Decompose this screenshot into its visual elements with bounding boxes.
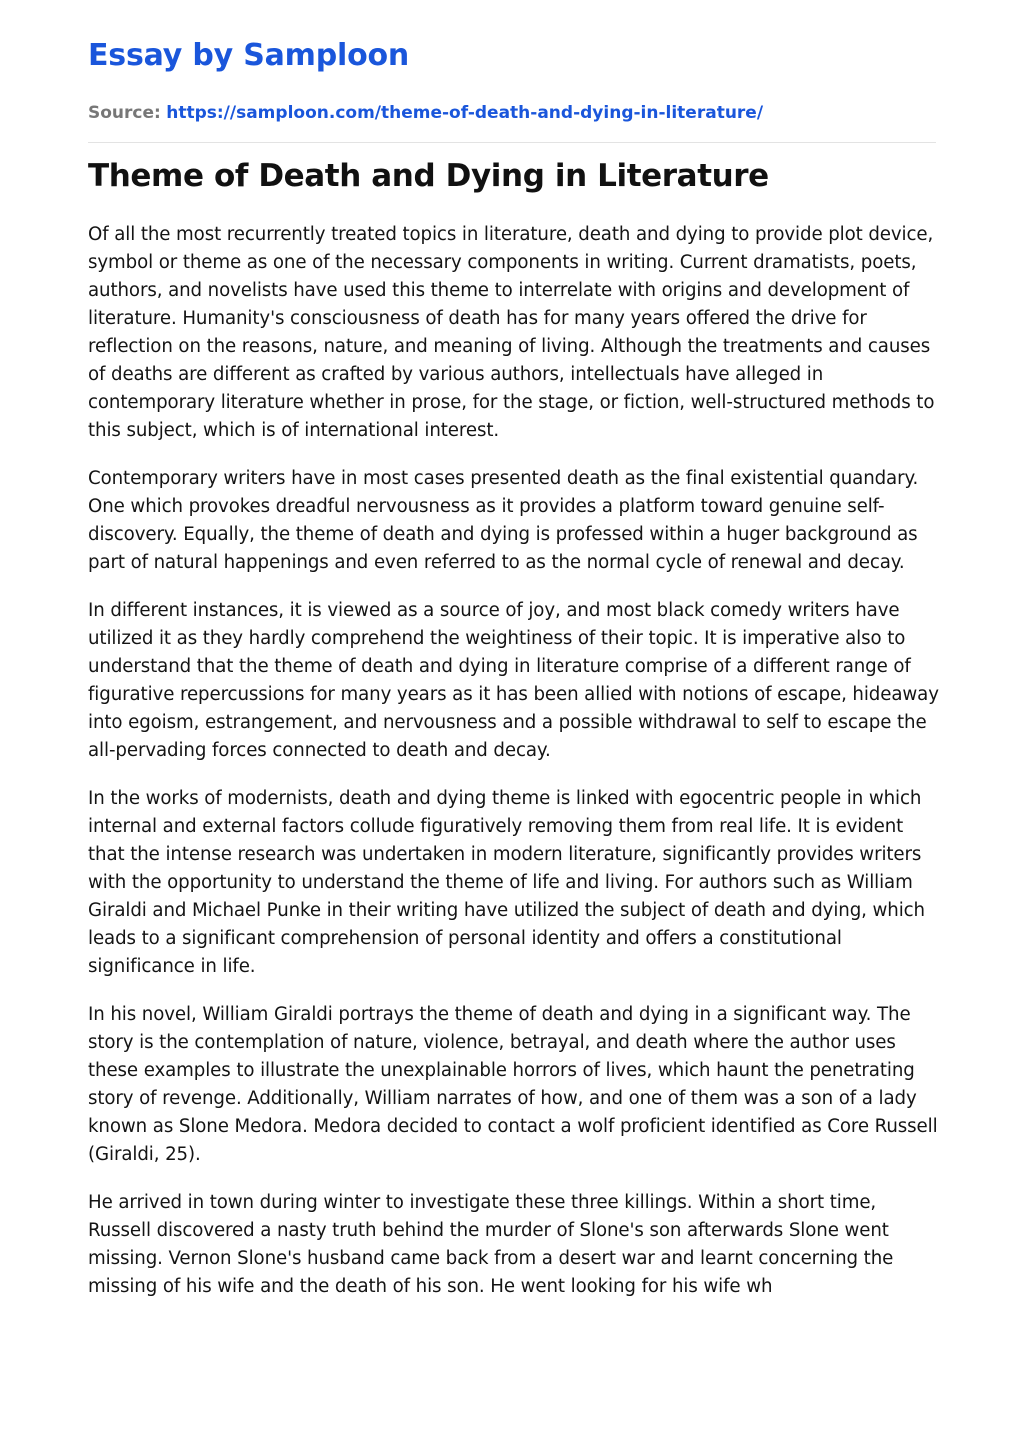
essay-body xyxy=(88,221,940,1321)
source-label: Source: xyxy=(88,103,161,123)
essay-paragraph: He arrived in town during winter to investigate these three killings. Within a short time, Russell discovered a nasty truth behind the murder of Slone's son afterwards Slone went missing. Vernon Slone's husband came back from a desert war and learnt concerning the missing of his wife and the death of his son. He went looking for his wife wh xyxy=(88,1192,894,1297)
essay-paragraph: Contemporary writers have in most cases presented death as the final existential quandary. One which provokes dreadful nervousness as it provides a platform toward genuine self-discovery. Equally, the theme of death and dying is professed within a huger background as part of natural happenings and even referred to as the normal cycle of renewal and decay. xyxy=(88,468,919,573)
essay-paragraph: In the works of modernists, death and dying theme is linked with egocentric people in which internal and external factors collude figuratively removing them from real life. It is evident that the intense research was undertaken in modern literature, significantly provides writers with the opportunity to understand the theme of life and living. For authors such as William Giraldi and Michael Punke in their writing have utilized the subject of death and dying, which leads to a significant comprehension of personal identity and offers a constitutional significance in life. xyxy=(88,788,925,977)
source-link[interactable]: https://samploon.com/theme-of-death-and-dying-in-literature/ xyxy=(166,103,764,123)
essay-title: Theme of Death and Dying in Literature xyxy=(88,158,769,194)
source-line xyxy=(88,101,763,125)
essay-paragraph: In his novel, William Giraldi portrays the theme of death and dying in a significant way. The story is the contemplation of nature, violence, betrayal, and death where the author uses these examples to illustrate the unexplainable horrors of lives, which haunt the penetrating story of revenge. Additionally, William narrates of how, and one of them was a son of a lady known as Slone Medora. Medora decided to contact a wolf proficient identified as Core Russell (Giraldi, 25). xyxy=(88,1004,938,1165)
site-brand-title[interactable]: Essay by Samploon xyxy=(88,38,410,73)
essay-paragraph: In different instances, it is viewed as a source of joy, and most black comedy writers have utilized it as they hardly comprehend the weightiness of their topic. It is imperative also to understand that the theme of death and dying in literature comprise of a different range of figurative repercussions for many years as it has been allied with notions of escape, hideaway into egoism, estrangement, and nervousness and a possible withdrawal to self to escape the all-pervading forces connected to death and decay. xyxy=(88,600,939,761)
essay-paragraph: Of all the most recurrently treated topics in literature, death and dying to provide plot device, symbol or theme as one of the necessary components in writing. Current dramatists, poets, authors, and novelists have used this theme to interrelate with origins and development of literature. Humanity's consciousness of death has for many years offered the drive for reflection on the reasons, nature, and meaning of living. Although the treatments and causes of deaths are different as crafted by various authors, intellectuals have alleged in contemporary literature whether in prose, for the stage, or fiction, well-structured methods to this subject, which is of international interest. xyxy=(88,224,935,441)
header-divider xyxy=(88,142,936,143)
